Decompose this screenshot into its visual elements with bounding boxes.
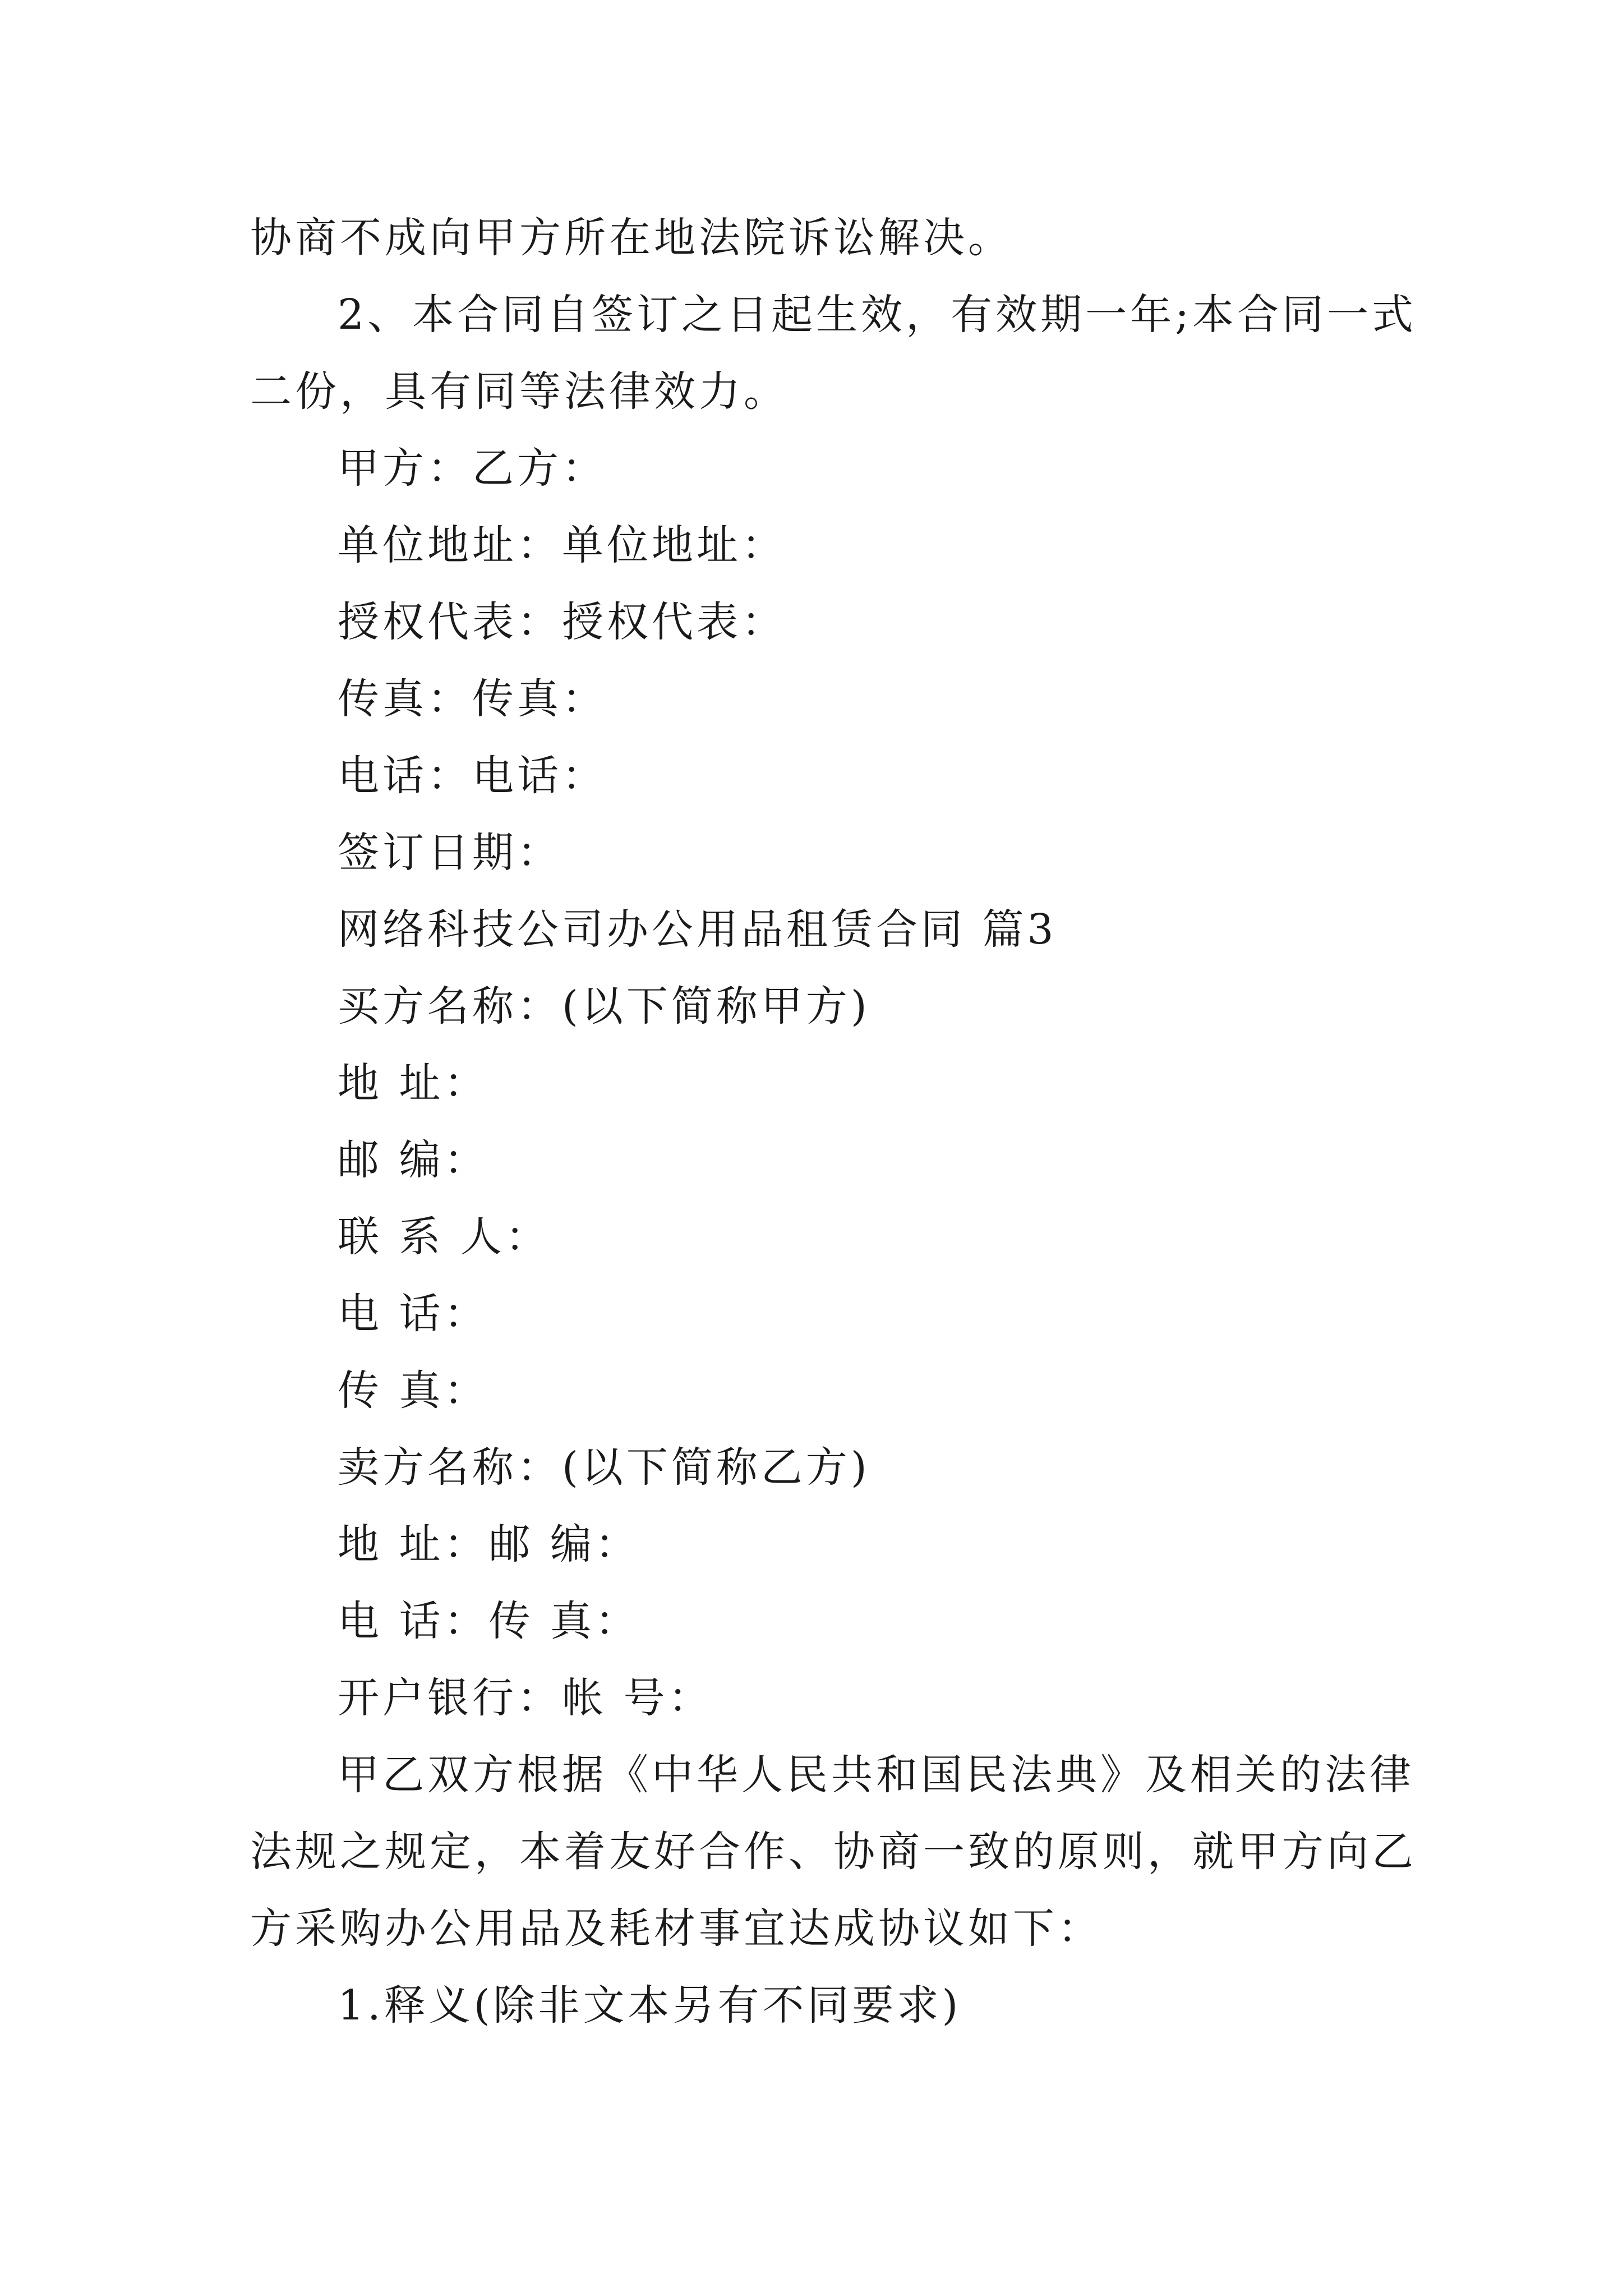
text-line-08: 电话：电话： (338, 752, 607, 800)
text-line-20: 开户银行：帐 号： (338, 1674, 713, 1722)
text-line-17: 卖方名称：(以下简称乙方) (338, 1443, 870, 1492)
text-line-05: 单位地址：单位地址： (338, 521, 786, 569)
text-line-23: 方采购办公用品及耗材事宜达成协议如下： (250, 1904, 1103, 1953)
text-line-01: 协商不成向甲方所在地法院诉讼解决。 (250, 214, 1013, 262)
text-line-09: 签订日期： (338, 829, 562, 877)
text-line-03: 二份，具有同等法律效力。 (250, 367, 789, 416)
text-line-22: 法规之规定，本着友好合作、协商一致的原则，就甲方向乙 (250, 1828, 1417, 1876)
text-line-02: 2、本合同自签订之日起生效，有效期一年;本合同一式 (338, 291, 1417, 339)
text-line-06: 授权代表：授权代表： (338, 598, 786, 646)
text-line-15: 电 话： (338, 1290, 489, 1338)
document-body (250, 200, 1417, 2044)
text-line-14: 联 系 人： (338, 1213, 551, 1261)
text-line-07: 传真：传真： (338, 675, 607, 723)
text-line-12: 地 址： (338, 1059, 489, 1107)
text-line-21: 甲乙双方根据《中华人民共和国民法典》及相关的法律 (338, 1751, 1414, 1799)
text-line-16: 传 真： (338, 1366, 489, 1415)
text-line-18: 地 址：邮 编： (338, 1520, 640, 1568)
text-line-13: 邮 编： (338, 1136, 489, 1184)
text-line-19: 电 话：传 真： (338, 1597, 640, 1645)
text-line-04: 甲方：乙方： (338, 444, 607, 493)
text-line-11: 买方名称：(以下简称甲方) (338, 982, 870, 1030)
text-line-24: 1.释义(除非文本另有不同要求) (338, 1981, 962, 2030)
section-heading: 网络科技公司办公用品租赁合同 篇3 (338, 905, 1057, 954)
